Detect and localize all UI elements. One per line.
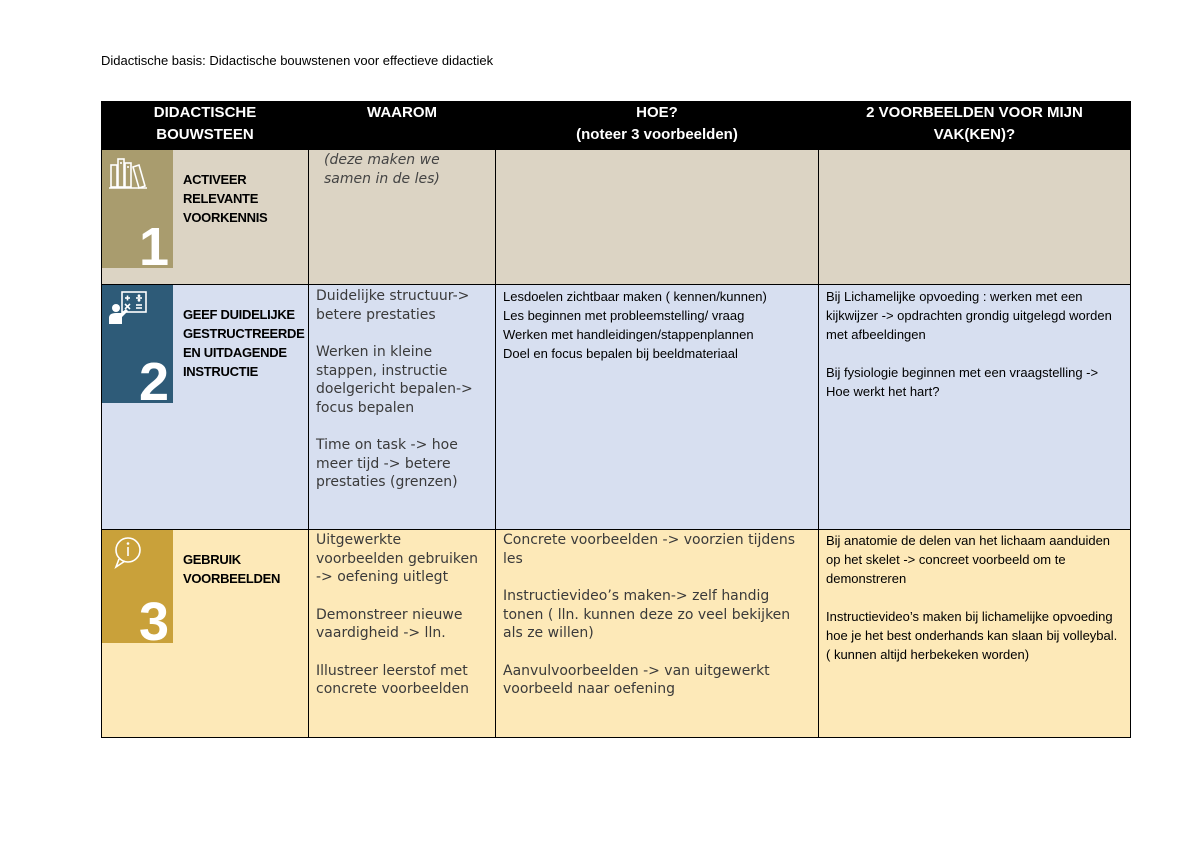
voorbeelden-list (826, 285, 1122, 401)
bouwsteen-number: 2 (138, 352, 169, 412)
bouwsteen-cell-2 (102, 285, 309, 530)
bouwsteen-cell-3 (102, 530, 309, 738)
info-speech-bubble-icon (108, 535, 148, 571)
waarom-note: (deze maken we samen in de les) (324, 152, 440, 187)
list-item: Instructievideo’s maken-> zelf handig tonen ( lln. kunnen deze zo veel bekijken als ze willen) (503, 588, 791, 641)
header-voorbeelden: 2 VOORBEELDEN VOOR MIJN VAK(KEN)? (819, 102, 1131, 150)
bouwsteen-tile-2 (102, 285, 173, 412)
list-item: Uitgewerkte voorbeelden gebruiken -> oefening uitlegt (316, 532, 478, 585)
voorbeelden-cell-2 (819, 285, 1131, 530)
table-header-row (102, 102, 1131, 150)
hoe-cell-2 (496, 285, 819, 530)
waarom-cell-1 (309, 150, 496, 285)
list-item: Lesdoelen zichtbaar maken ( kennen/kunnen) (503, 289, 767, 304)
table-row (102, 530, 1131, 738)
waarom-cell-3 (309, 530, 496, 738)
list-item: Werken in kleine stappen, instructie doelgericht bepalen-> focus bepalen (316, 344, 473, 416)
list-item: Concrete voorbeelden -> voorzien tijdens les (503, 532, 796, 567)
header-hoe: HOE? (noteer 3 voorbeelden) (496, 102, 819, 150)
bouwsteen-cell-1 (102, 150, 309, 285)
list-item: Bij fysiologie beginnen met een vraagstelling -> Hoe werkt het hart? (826, 365, 1099, 399)
bouwsteen-number: 1 (138, 217, 169, 277)
voorbeelden-list (826, 530, 1122, 664)
list-item: Bij anatomie de delen van het lichaam aanduiden op het skelet -> concreet voorbeeld om te demonstreren (826, 533, 1111, 586)
table-row (102, 285, 1131, 530)
list-item: Aanvulvoorbeelden -> van uitgewerkt voorbeeld naar oefening (503, 662, 770, 697)
list-item: Time on task -> hoe meer tijd -> betere prestaties (grenzen) (316, 437, 458, 490)
books-icon (108, 155, 148, 191)
header-bouwsteen: DIDACTISCHE BOUWSTEEN (102, 102, 309, 150)
hoe-cell-1 (496, 150, 819, 285)
hoe-list (503, 285, 810, 363)
bouwsteen-label: GEBRUIK VOORBEELDEN (183, 552, 281, 586)
waarom-list (316, 530, 487, 699)
hoe-list (503, 530, 810, 699)
voorbeelden-cell-1 (819, 150, 1131, 285)
list-item: Instructievideo’s maken bij lichamelijke opvoeding hoe je het best onderhands kan slaan bij volleybal. ( kunnen altijd herbekeken worden) (826, 609, 1118, 662)
list-item: Bij Lichamelijke opvoeding : werken met een kijkwijzer -> opdrachten grondig uitgelegd worden met afbeeldingen (826, 289, 1112, 342)
list-item: Doel en focus bepalen bij beeldmateriaal (503, 346, 738, 361)
document-title: Didactische basis: Didactische bouwstenen voor effectieve didactiek (101, 53, 494, 68)
bouwstenen-table (101, 101, 1131, 738)
bouwsteen-number: 3 (138, 592, 169, 652)
list-item: Werken met handleidingen/stappenplannen (503, 327, 754, 342)
bouwsteen-tile-3 (102, 530, 173, 652)
list-item: Illustreer leerstof met concrete voorbeelden (316, 662, 469, 697)
bouwsteen-label: ACTIVEER RELEVANTE VOORKENNIS (183, 172, 268, 225)
list-item: Demonstreer nieuwe vaardigheid -> lln. (316, 606, 463, 641)
table-row (102, 150, 1131, 285)
voorbeelden-cell-3 (819, 530, 1131, 738)
list-item: Duidelijke structuur-> betere prestaties (316, 288, 470, 323)
waarom-list (316, 285, 487, 492)
teacher-math-board-icon (108, 290, 148, 326)
waarom-cell-2 (309, 285, 496, 530)
hoe-cell-3 (496, 530, 819, 738)
bouwsteen-label: GEEF DUIDELIJKE GESTRUCTREERDE EN UITDAGENDE INSTRUCTIE (183, 307, 305, 379)
header-waarom: WAAROM (309, 102, 496, 150)
bouwsteen-tile-1 (102, 150, 173, 277)
list-item: Les beginnen met probleemstelling/ vraag (503, 308, 745, 323)
